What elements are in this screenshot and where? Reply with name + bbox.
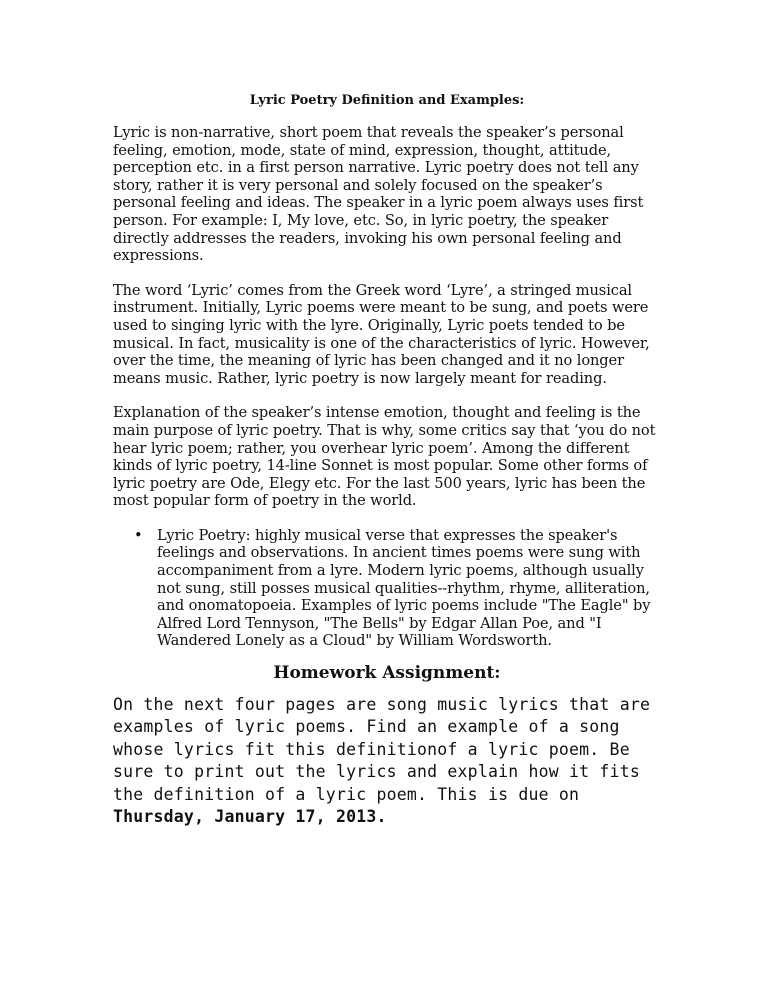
paragraph-etymology: The word ‘Lyric’ comes from the Greek word ‘Lyre’, a stringed musical instrument. Initially, Lyric poems were meant to be sung, and poets were used to singing lyric with the lyre. Originally, Lyric poets tended to be musical. In fact, musicality is one of the characteristics of lyric. However, over the time, the meaning of lyric has been changed and it no longer means music. Rather, lyric poetry is now largely meant for reading. <box>113 281 650 387</box>
homework-title: Homework Assignment: <box>273 663 501 684</box>
homework-instructions: On the next four pages are song music lyrics that are examples of lyric poems. Find an example of a song whose lyrics fit this definitionof a lyric poem. Be sure to print out the lyrics and explain how it fits the definition of a lyric poem. This is due on <box>113 695 651 804</box>
list-item-text: Lyric Poetry: highly musical verse that expresses the speaker's feelings and observations. In ancient times poems were sung with accompaniment from a lyre. Modern lyric poems, although usually not sung, still posses musical qualities--rhythm, rhyme, alliteration, and onomatopoeia. Examples of lyric poems include "The Eagle" by Alfred Lord Tennyson, "The Bells" by Edgar Allan Poe, and "I Wandered Lonely as a Cloud" by William Wordsworth. <box>157 526 651 650</box>
bullet-icon: • <box>134 526 143 544</box>
homework-text <box>113 694 661 828</box>
paragraph-definition: Lyric is non-narrative, short poem that reveals the speaker’s personal feeling, emotion, mode, state of mind, expression, thought, attitude, perception etc. in a first person narrative. Lyric poetry does not tell any story, rather it is very personal and solely focused on the speaker’s personal feeling and ideas. The speaker in a lyric poem always uses first person. For example: I, My love, etc. So, in lyric poetry, the speaker directly addresses the readers, invoking his own personal feeling and expressions. <box>113 124 644 265</box>
bullet-list <box>113 527 661 650</box>
document-title: Lyric Poetry Definition and Examples: <box>249 93 525 108</box>
list-item <box>113 527 661 650</box>
document-page <box>113 92 661 828</box>
paragraph-purpose: Explanation of the speaker’s intense emotion, thought and feeling is the main purpose of lyric poetry. That is why, some critics say that ‘you do not hear lyric poem; rather, you overhear lyric poem’. Among the different kinds of lyric poetry, 14-line Sonnet is most popular. Some other forms of lyric poetry are Ode, Elegy etc. For the last 500 years, lyric has been the most popular form of poetry in the world. <box>113 404 656 510</box>
homework-due-date: Thursday, January 17, 2013. <box>113 807 387 827</box>
